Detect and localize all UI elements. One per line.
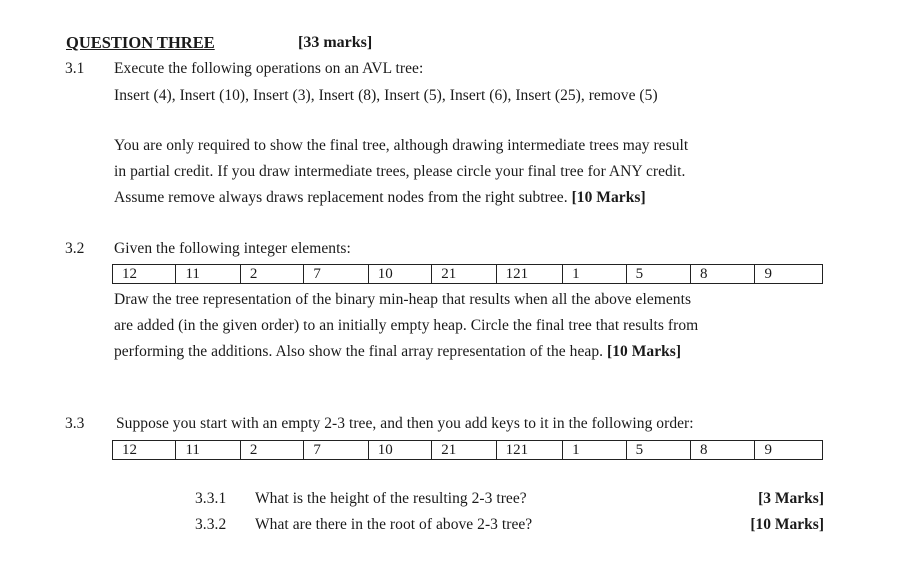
q332-marks: [10 Marks] bbox=[750, 516, 824, 533]
q32-element-cell: 10 bbox=[368, 265, 431, 284]
q33-element-cell: 8 bbox=[691, 441, 755, 460]
q33-element-cell: 9 bbox=[755, 441, 823, 460]
q33-element-cell: 1 bbox=[563, 441, 626, 460]
q33-intro: Suppose you start with an empty 2-3 tree, and then you add keys to it in the following order: bbox=[116, 415, 694, 432]
q32-line2: are added (in the given order) to an initially empty heap. Circle the final tree that results from bbox=[114, 317, 699, 334]
q32-element-cell: 121 bbox=[496, 265, 562, 284]
q32-elements-table bbox=[112, 264, 823, 284]
q32-intro: Given the following integer elements: bbox=[114, 240, 351, 257]
q31-marks: [10 Marks] bbox=[571, 189, 646, 206]
q33-element-cell: 12 bbox=[113, 441, 176, 460]
q33-element-cell: 7 bbox=[304, 441, 368, 460]
q33-elements-table bbox=[112, 440, 823, 460]
q331-marks: [3 Marks] bbox=[758, 490, 824, 507]
q32-element-cell: 12 bbox=[113, 265, 176, 284]
q33-element-cell: 10 bbox=[368, 441, 431, 460]
q32-element-cell: 1 bbox=[563, 265, 626, 284]
q32-element-cell: 5 bbox=[626, 265, 690, 284]
q32-element-cell: 8 bbox=[691, 265, 755, 284]
q31-para-line3-text: Assume remove always draws replacement nodes from the right subtree. bbox=[114, 189, 568, 206]
question-title: QUESTION THREE bbox=[66, 33, 215, 52]
q33-element-cell: 21 bbox=[432, 441, 496, 460]
q33-elements-row bbox=[113, 441, 823, 460]
q32-number: 3.2 bbox=[65, 240, 85, 257]
q32-marks: [10 Marks] bbox=[606, 343, 682, 360]
q33-element-cell: 11 bbox=[176, 441, 240, 460]
q33-element-cell: 121 bbox=[496, 441, 562, 460]
q32-line3 bbox=[114, 343, 681, 361]
q32-element-cell: 2 bbox=[240, 265, 303, 284]
q32-line1: Draw the tree representation of the binary min-heap that results when all the above elements bbox=[114, 291, 692, 308]
q32-elements-row bbox=[113, 265, 823, 284]
q31-number: 3.1 bbox=[65, 60, 85, 77]
question-marks: [33 marks] bbox=[298, 34, 373, 51]
q33-number: 3.3 bbox=[65, 415, 85, 432]
q32-element-cell: 7 bbox=[304, 265, 368, 284]
q32-element-cell: 21 bbox=[432, 265, 496, 284]
q31-para-line3 bbox=[114, 189, 646, 207]
q31-line1: Execute the following operations on an AVL tree: bbox=[114, 60, 424, 77]
q33-element-cell: 5 bbox=[626, 441, 690, 460]
q31-operations: Insert (4), Insert (10), Insert (3), Insert (8), Insert (5), Insert (6), Insert (25), remove (5) bbox=[114, 87, 658, 104]
q31-para-line1: You are only required to show the final tree, although drawing intermediate trees may result bbox=[114, 137, 689, 154]
q31-para-line2: in partial credit. If you draw intermediate trees, please circle your final tree for ANY credit. bbox=[114, 163, 686, 180]
q33-element-cell: 2 bbox=[240, 441, 303, 460]
q331-text: What is the height of the resulting 2-3 tree? bbox=[255, 490, 527, 507]
q332-number: 3.3.2 bbox=[195, 516, 227, 533]
q32-line3-text: performing the additions. Also show the final array representation of the heap. bbox=[114, 343, 604, 360]
q332-text: What are there in the root of above 2-3 tree? bbox=[255, 516, 533, 533]
q32-element-cell: 9 bbox=[755, 265, 823, 284]
q331-number: 3.3.1 bbox=[195, 490, 227, 507]
q32-element-cell: 11 bbox=[176, 265, 240, 284]
